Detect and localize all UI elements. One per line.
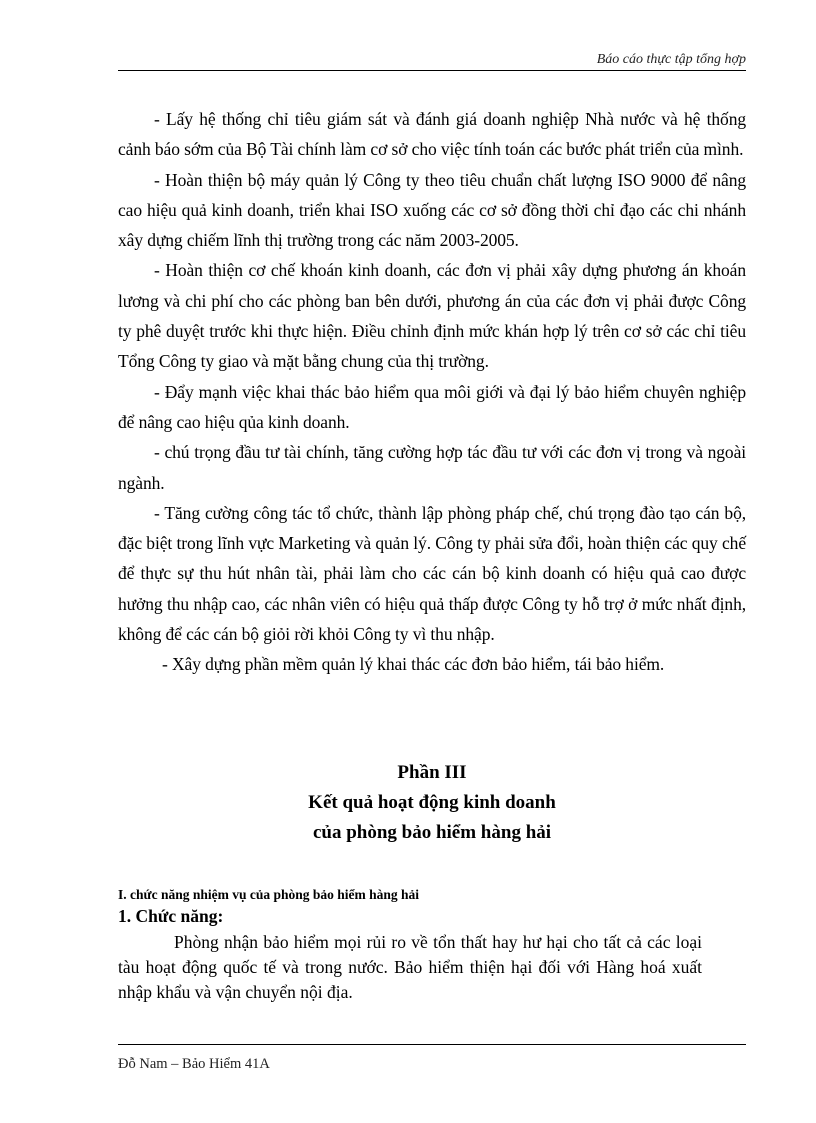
page-header-title: Báo cáo thực tập tổng hợp xyxy=(596,52,746,67)
paragraph-2: - Hoàn thiện bộ máy quản lý Công ty theo tiêu chuẩn chất lượng ISO 9000 để nâng cao hiệu quả kinh doanh, triển khai ISO xuống các cơ sở đồng thời chỉ đạo các chi nhánh xây dựng chiếm lĩnh thị trường trong các năm 2003-2005. xyxy=(118,169,746,251)
paragraph-6: - Tăng cường công tác tổ chức, thành lập phòng pháp chế, chú trọng đào tạo cán bộ, đặc biệt trong lĩnh vực Marketing và quản lý. Công ty phải sửa đổi, hoàn thiện các quy chế để thực sự thu hút nhân tài, phải làm cho các cán bộ kinh doanh có hiệu quả cao được hưởng thu nhập cao, các nhân viên có hiệu quả thấp được Công ty hỗ trợ ở mức nhất định, không để các cán bộ giỏi rời khỏi Công ty vì thu nhập. xyxy=(118,502,746,645)
paragraph-1: - Lấy hệ thống chỉ tiêu giám sát và đánh giá doanh nghiệp Nhà nước và hệ thống cảnh báo sớm của Bộ Tài chính làm cơ sở cho việc tính toán các bước phát triển của mình. xyxy=(118,109,746,160)
footer-divider xyxy=(118,1044,746,1045)
paragraph-4: - Đẩy mạnh việc khai thác bảo hiểm qua môi giới và đại lý bảo hiểm chuyên nghiệp để nâng cao hiệu qủa kinh doanh. xyxy=(118,381,746,432)
section-title xyxy=(118,758,746,848)
body-text xyxy=(118,104,746,680)
section-title-line-2: của phòng bảo hiểm hàng hải xyxy=(312,822,552,843)
page-footer-author: Đỗ Nam – Bảo Hiểm 41A xyxy=(118,1056,270,1072)
section-part-label: Phần III xyxy=(397,762,467,783)
paragraph-7: - Xây dựng phần mềm quản lý khai thác các đơn bảo hiểm, tái bảo hiểm. xyxy=(162,654,665,675)
subsection-heading: I. chức năng nhiệm vụ của phòng bảo hiểm hàng hải xyxy=(118,887,420,902)
function-paragraph: Phòng nhận bảo hiểm mọi rủi ro về tổn thất hay hư hại cho tất cả các loại tàu hoạt động quốc tế và trong nước. Bảo hiểm thiện hại đối với Hàng hoá xuất nhập khẩu và vận chuyển nội địa. xyxy=(118,932,702,1002)
header-divider xyxy=(118,70,746,71)
item-heading: 1. Chức năng: xyxy=(118,906,224,926)
paragraph-3: - Hoàn thiện cơ chế khoán kinh doanh, các đơn vị phải xây dựng phương án khoán lương và chi phí cho các phòng ban bên dưới, phương án của các đơn vị phải được Công ty phê duyệt trước khi thực hiện. Điều chỉnh định mức khán hợp lý trên cơ sở các chỉ tiêu Tổng Công ty giao và mặt bằng chung của thị trường. xyxy=(118,260,746,372)
section-title-line-1: Kết quả hoạt động kinh doanh xyxy=(308,792,556,813)
paragraph-5: - chú trọng đầu tư tài chính, tăng cường hợp tác đầu tư với các đơn vị trong và ngoài ngành. xyxy=(118,442,746,493)
